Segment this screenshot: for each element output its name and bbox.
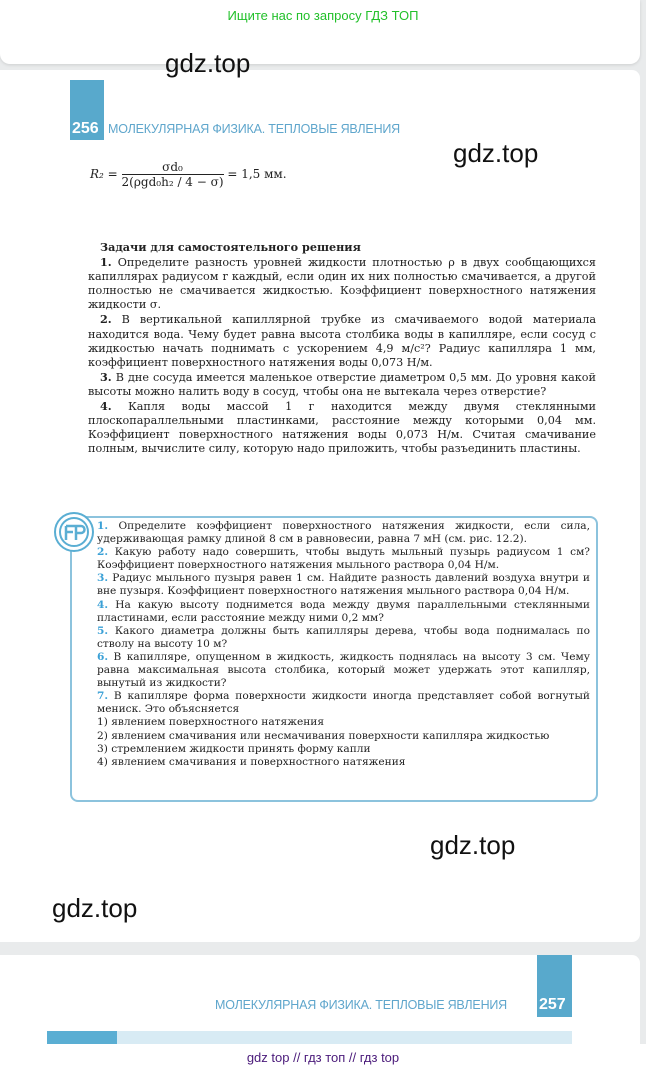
answer-option: 3) стремлением жидкости принять форму капли	[97, 742, 371, 755]
task-item: 7. В капилляре форма поверхности жидкости иногда представляет собой вогнутый мениск. Это объясняется	[97, 690, 590, 716]
problems-section	[88, 240, 596, 456]
problem: 2. В вертикальной капиллярной трубке из смачиваемого водой материала находится вода. Чему будет равна высота столбика воды в капилляре, если сосуд с жидкостью начать поднимать с ускорением 4,9 м/с²? Радиус капилляра 1 мм, коэффициент поверхностного натяжения воды 0,073 Н/м.	[88, 312, 596, 369]
task-item: 4. На какую высоту поднимется вода между двумя параллельными стеклянными пластинами, если расстояние между ними 0,2 мм?	[97, 598, 590, 624]
task-item: 5. Какого диаметра должны быть капилляры дерева, чтобы вода поднималась по стволу на высоту 10 м?	[97, 624, 590, 650]
exam-prep-logo-icon	[54, 512, 94, 552]
running-title: МОЛЕКУЛЯРНАЯ ФИЗИКА. ТЕПЛОВЫЕ ЯВЛЕНИЯ	[215, 998, 508, 1012]
watermark: gdz.top	[453, 138, 539, 168]
formula	[90, 160, 287, 189]
textbook-page-256	[0, 70, 640, 942]
page-number: 256	[72, 120, 99, 137]
page-number: 257	[539, 996, 566, 1013]
problem: 3. В дне сосуда имеется маленькое отверстие диаметром 0,5 мм. До уровня какой высоты можно налить воду в сосуд, чтобы она не вытекала через отверстие?	[88, 369, 596, 398]
banner-text[interactable]: Ищите нас по запросу ГДЗ ТОП	[227, 8, 419, 23]
section-header-strip	[47, 1031, 572, 1044]
search-banner	[0, 0, 640, 64]
footer-links[interactable]: gdz top // гдз топ // гдз top	[246, 1050, 400, 1065]
formula-fraction	[122, 160, 224, 189]
answer-option: 2) явлением смачивания или несмачивания поверхности капилляра жидкостью	[97, 729, 550, 742]
exam-tasks-list	[97, 520, 590, 769]
formula-result: = 1,5 мм.	[227, 167, 287, 181]
running-title: МОЛЕКУЛЯРНАЯ ФИЗИКА. ТЕПЛОВЫЕ ЯВЛЕНИЯ	[108, 122, 401, 136]
answer-option: 1) явлением поверхностного натяжения	[97, 716, 325, 729]
watermark: gdz.top	[52, 893, 138, 923]
formula-lhs: R₂ =	[90, 167, 118, 181]
footer-bar	[0, 1044, 646, 1076]
watermark: gdz.top	[165, 48, 251, 78]
formula-numerator: σd₀	[122, 160, 224, 175]
task-item: 6. В капилляре, опущенном в жидкость, жидкость поднялась на высоту 3 см. Чему равна максимальная высота столбика, который может удержать этот капилляр, вынутый из жидкости?	[97, 650, 590, 690]
watermark: gdz.top	[430, 830, 516, 860]
task-item: 1. Определите коэффициент поверхностного натяжения жидкости, если сила, удерживающая рамку длиной 8 см в равновесии, равна 7 мН (см. рис. 12.2).	[97, 520, 590, 546]
task-item: 2. Какую работу надо совершить, чтобы выдуть мыльный пузырь радиусом 1 см? Коэффициент поверхностного натяжения мыльного раствора 0,04 Н/м.	[97, 546, 590, 572]
problem: 1. Определите разность уровней жидкости плотностью ρ в двух сообщающихся капиллярах радиусом r каждый, если один их них полностью смачивается, а другой полностью не смачивается жидкостью. Коэффициент поверхностного натяжения жидкости σ.	[88, 255, 596, 312]
problem: 4. Капля воды массой 1 г находится между двумя стеклянными плоскопараллельными пластинками, расстояние между которыми 0,04 мм. Коэффициент поверхностного натяжения воды 0,073 Н/м. Считая смачивание полным, вычислите силу, которую надо приложить, чтобы разъединить пластины.	[88, 399, 596, 456]
section-title: Задачи для самостоятельного решения	[100, 240, 361, 254]
task-item: 3. Радиус мыльного пузыря равен 1 см. Найдите разность давлений воздуха внутри и вне пузыря. Коэффициент поверхностного натяжения мыльного раствора 0,04 Н/м.	[97, 572, 590, 598]
formula-denominator: 2(ρgd₀h₂ / 4 − σ)	[121, 175, 224, 189]
answer-option: 4) явлением смачивания и поверхностного натяжения	[97, 755, 406, 768]
